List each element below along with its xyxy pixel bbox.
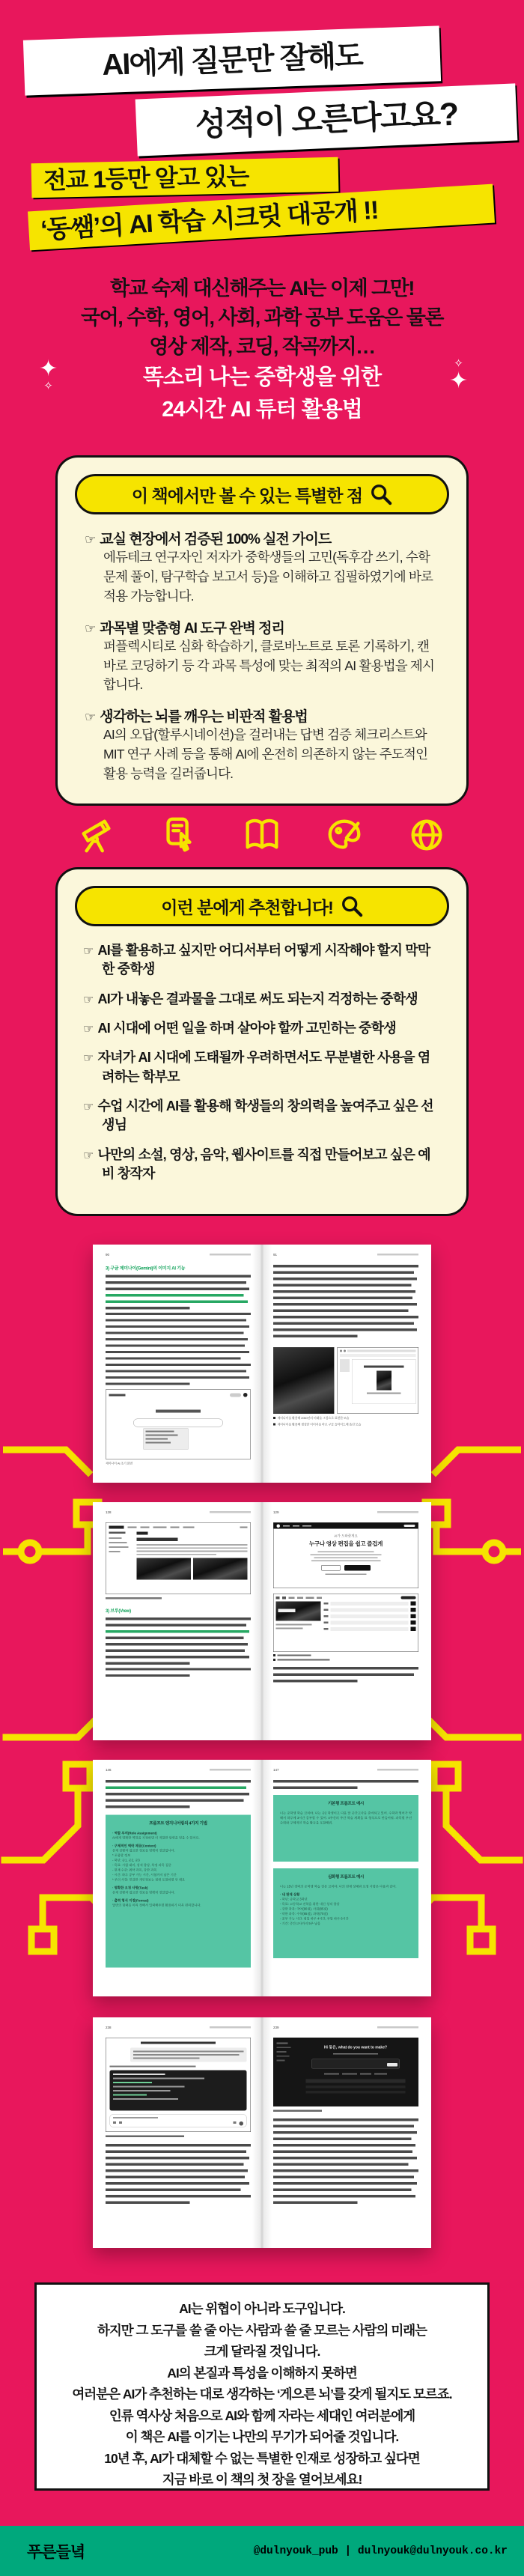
badge-line2: ‘동쌤’의 AI 학습 시크릿 대공개 !! [28, 184, 495, 251]
page-number: 129 [273, 1510, 418, 1514]
intro-highlight-line: 24시간 AI 튜터 활용법 [162, 398, 362, 422]
page-number: 128 [106, 1510, 251, 1514]
section-heading: 3) 구글 제미나이(Gemini)의 이미지 AI 기능 [106, 1266, 186, 1271]
book-spread-4 [93, 2017, 431, 2248]
telescope-icon [77, 815, 118, 855]
palette-icon [324, 815, 365, 855]
prompt-subitem: - 기간: 중간고사까지 5주 남음 [280, 1921, 321, 1925]
paragraph-skeleton [106, 1668, 251, 1677]
replit-screenshot [273, 2038, 418, 2106]
prompt-subitem: - 강한 과목: 국어(90점), 사회(85점) [280, 1907, 328, 1911]
vrew-editor-screenshot [273, 1594, 418, 1652]
pointing-hand-icon: ☞ [83, 1149, 94, 1162]
book-spread-2 [93, 1502, 431, 1740]
tip-subitem: - 목표: 시험 대비, 성적 향상, 특정 과목 집중 [112, 1862, 171, 1867]
outro-line: AI의 본질과 특성을 이해하지 못하면 [167, 2365, 357, 2381]
page-number: 146 [106, 1768, 251, 1772]
prompt-subitem: - 약한 과목: 수학(65점), 과학(70점) [280, 1911, 328, 1916]
tip-body: 문제 상황과 필요한 정보를 명확히 전달합니다. [112, 1848, 175, 1853]
outro-line: 하지만 그 도구를 쓸 줄 아는 사람과 쓸 줄 모르는 사람의 미래는 [97, 2322, 427, 2338]
intro-line: 영상 제작, 코딩, 작곡까지… [149, 335, 375, 358]
teal-box-title: 기본형 프롬프트 예시 [327, 1801, 365, 1806]
paragraph-skeleton [106, 2144, 251, 2204]
pointing-hand-icon: ☞ [85, 621, 96, 636]
audience-item: ☞ 자녀가 AI 시대에 도태될까 우려하면서도 무분별한 사용을 염려하는 학부모 [83, 1050, 430, 1084]
publisher-logo: 푸른들녘 [27, 2543, 85, 2561]
audience-box-title: 이런 분에게 추천합니다! [161, 897, 333, 917]
page-number: 91 [273, 1253, 418, 1257]
feature-body: AI의 오답(할루시네이션)을 걸러내는 답변 검증 체크리스트와 MIT 연구 사례 등을 통해 AI에 온전히 의존하지 않는 주도적인 활용 능력을 길러줍니다. [103, 727, 428, 782]
prompt-example-text: 너는 15년 경력의 중학생 학습 전문 코치야. 나의 현재 상태와 요청 사항은 다음과 같아. [280, 1884, 397, 1889]
intro-block [0, 274, 524, 426]
page-number: 90 [106, 1253, 251, 1257]
screenshot-button [344, 1565, 371, 1571]
outro-line: AI는 위협이 아니라 도구입니다. [179, 2301, 345, 2316]
prompt-subitem: - 학년: 중학교 3학년 [280, 1897, 308, 1901]
outro-line: 여러분은 AI가 추천하는 대로 생각하는 ‘게으른 뇌’를 갖게 될지도 모르죠. [72, 2387, 452, 2402]
pointing-hand-icon: ☞ [85, 532, 96, 547]
feature-title: 교실 현장에서 검증된 100% 실전 가이드 [100, 532, 332, 547]
figure-caption: 제미나이 AI 초기 화면 [106, 1462, 133, 1465]
screenshot-subtitle: AI가 도와줄게요 [334, 1534, 358, 1538]
feature-body: 에듀테크 연구자인 저자가 중학생들의 고민(독후감 쓰기, 수학문제 풀이, 탐구학습 보고서 등)을 이해하고 집필하였기에 바로 적용 가능합니다. [103, 550, 433, 604]
figure-caption-skeleton [273, 1654, 418, 1656]
pointing-hand-icon: ☞ [83, 1022, 94, 1036]
figure-caption-skeleton [106, 1597, 162, 1600]
tip-subitem: - 시간: 하루 공부 가능 시간, 시험까지 남은 기간 [112, 1872, 177, 1877]
figure-caption: 제미나이를 활용해 2050년의 미래를 그림으로 표현한 모습 [273, 1416, 418, 1421]
pointing-hand-icon: ☞ [85, 710, 96, 725]
audience-item: ☞ AI 시대에 어떤 일을 하며 살아야 할까 고민하는 중학생 [83, 1020, 396, 1036]
tip-heading: · 명확한 요청 사항(Task) [112, 1886, 148, 1890]
outro-line: 10년 후, AI가 대체할 수 없는 특별한 인재로 성장하고 싶다면 [104, 2450, 420, 2466]
section-heading: 3) 브루(Vrew) [106, 1608, 131, 1614]
screenshot-title: 누구나 영상 편집을 쉽고 즐겁게 [308, 1540, 383, 1547]
feature-item [85, 528, 439, 607]
outro-line: 지금 바로 이 책의 첫 장을 열어보세요! [162, 2472, 362, 2487]
book-page-91 [262, 1245, 431, 1483]
open-book-icon [242, 815, 282, 855]
paragraph-skeleton [273, 1780, 418, 1789]
book-page-90 [93, 1245, 262, 1483]
feature-body: 퍼플렉시티로 심화 학습하기, 클로바노트로 토론 기록하기, 캔바로 코딩하기 등 각 과목 특성에 맞는 최적의 AI 활용법을 제시합니다. [103, 638, 435, 693]
book-page-146 [93, 1760, 262, 1996]
tip-body: 답변의 형태를 미리 정해서 입력해주면 활용하기 더욱 편리합니다. [112, 1903, 201, 1907]
audience-box-title-pill [75, 886, 449, 926]
screenshot-title: Hi 동은, what do you want to make? [323, 2045, 388, 2050]
intro-line: 학교 숙제 대신해주는 AI는 이제 그만! [110, 277, 414, 300]
magnifier-icon [370, 483, 392, 505]
book-page-128 [93, 1502, 262, 1740]
intro-highlight-line: 똑소리 나는 중학생을 위한 [142, 365, 382, 389]
outro-line: 인류 역사상 처음으로 AI와 함께 자라는 세대인 여러분에게 [109, 2408, 415, 2423]
prompt-subitem: - 공부 가능 시간: 평일 하루 4시간, 주말 하루 6시간 [280, 1916, 349, 1921]
sparkle-icon: ✧ ✦ [449, 357, 469, 393]
audience-item: ☞ 나만의 소설, 영상, 음악, 웹사이트를 직접 만들어보고 싶은 예비 창작자 [83, 1146, 430, 1181]
pointing-hand-icon: ☞ [83, 1052, 94, 1066]
code-chat-screenshot [106, 2038, 251, 2132]
audience-item: ☞ AI가 내놓은 결과물을 그대로 써도 되는지 걱정하는 중학생 [83, 991, 418, 1006]
paragraph-skeleton [273, 2118, 418, 2204]
paragraph-skeleton [106, 1617, 251, 1665]
ai-city-image [273, 1347, 335, 1414]
document-cursor-icon [159, 815, 200, 855]
pointing-hand-icon: ☞ [83, 1100, 94, 1114]
outro-line: 이 책은 AI를 이기는 나만의 무기가 되어줄 것입니다. [125, 2429, 399, 2444]
sparkle-icon: ✦ ✧ [39, 356, 58, 392]
prompt-subitem: - 목표: 고등학교 진학을 위한 내신 성적 향상 [280, 1901, 340, 1906]
audience-box [55, 867, 469, 1216]
features-box-title: 이 책에서만 볼 수 있는 특별한 점 [131, 485, 363, 505]
vrew-website-screenshot [106, 1522, 251, 1594]
teal-box-title: 프롬프트 엔지니어링의 4가지 기법 [149, 1820, 207, 1826]
book-page-239 [262, 2017, 431, 2248]
features-box-title-pill [75, 474, 449, 514]
tip-subitem: - 현재 수준: 취약 과목, 강한 과목 [112, 1868, 157, 1872]
outro-line: 크게 달라질 것입니다. [204, 2344, 320, 2359]
book-page-238 [93, 2017, 262, 2248]
pointing-hand-icon: ☞ [83, 945, 94, 958]
tip-heading: · 역할 부여(Role Assignment) [112, 1831, 157, 1835]
audience-item: ☞ 수업 시간에 AI를 활용해 학생들의 창의력을 높여주고 싶은 선생님 [83, 1098, 433, 1133]
publisher-footer [0, 2526, 524, 2576]
feature-title: 과목별 맞춤형 AI 도구 완벽 정리 [100, 620, 284, 637]
browser-screenshot [338, 1347, 418, 1414]
main-title-line1: AI에게 질문만 잘해도 [23, 25, 441, 95]
outro-box [34, 2282, 490, 2491]
paragraph-skeleton [106, 1780, 251, 1808]
book-spread-3 [93, 1760, 431, 1996]
intro-line: 국어, 수학, 영어, 사회, 과학 공부 도움은 물론 [81, 306, 443, 329]
page-number: 239 [273, 2026, 418, 2029]
tip-heading: · 출력 형식 지정(Format) [112, 1898, 149, 1903]
gemini-screenshot [106, 1390, 251, 1459]
tip-heading: · 구체적인 맥락 제공(Context) [112, 1844, 156, 1848]
paragraph-skeleton [273, 1265, 418, 1337]
tip-body: AI에게 명확한 역할을 지정하면 더 적합한 답변을 얻을 수 있어요. [112, 1835, 200, 1840]
features-box [55, 455, 469, 806]
globe-icon [406, 815, 447, 855]
vrew-hero-screenshot [273, 1522, 418, 1588]
paragraph-skeleton [106, 1275, 251, 1310]
pointing-hand-icon: ☞ [83, 993, 94, 1006]
icon-row [0, 815, 524, 855]
advanced-prompt-box [273, 1868, 418, 1958]
magnifier-icon [341, 895, 363, 917]
teal-box-title: 심화형 프롬프트 예시 [327, 1874, 365, 1880]
paragraph-skeleton [106, 1313, 251, 1385]
paragraph-skeleton [273, 1667, 418, 1682]
main-title-line2: 성적이 오른다고요? [135, 83, 518, 156]
tip-subitem: * 주의 사항: 민감한 개인정보는 절대 포함하면 안 돼요 [112, 1877, 186, 1882]
figure-caption: 제미나이를 활용해 생성한 이미지를 바로 구글 슬라이드에 올린 모습 [273, 1422, 418, 1427]
book-spread-1 [93, 1245, 431, 1483]
tip-subitem: * 포함할 정보 [112, 1853, 131, 1857]
feature-title: 생각하는 뇌를 깨우는 비판적 활용법 [100, 709, 308, 726]
tip-body: 문제 상황과 필요한 정보를 명확히 전달합니다. [112, 1890, 175, 1895]
page-number: 238 [106, 2026, 251, 2029]
feature-item [85, 617, 439, 696]
tip-subitem: - 학년: 중1, 중2, 중3 [112, 1858, 140, 1862]
prompt-subtitle: · 내 현재 상황 [280, 1892, 300, 1897]
screenshot-button [321, 1565, 341, 1571]
audience-item: ☞ AI를 활용하고 싶지만 어디서부터 어떻게 시작해야 할지 막막한 중학생 [83, 943, 430, 977]
prompt-tips-box [106, 1814, 251, 1967]
book-page-147 [262, 1760, 431, 1996]
feature-item [85, 705, 439, 784]
publisher-contact: @dulnyouk_pub | dulnyouk@dulnyouk.co.kr [253, 2545, 508, 2557]
prompt-example-text: 너는 중학생 학습 코치야. 나는 중2 학생이고 다음 달 중간고사를 준비하고 있어. 수학과 영어가 약해서 하루에 3시간 공부할 수 있어. 4주간의 주간 학습 계획을 표 형식으로 만들어줘. 과목별 우선순위와 구체적인 학습 활동을 포함해줘. [280, 1811, 412, 1825]
page-number: 147 [273, 1768, 418, 1772]
basic-prompt-box [273, 1795, 418, 1862]
book-page-129 [262, 1502, 431, 1740]
badge-line1: 전교 1등만 알고 있는 [31, 157, 339, 198]
